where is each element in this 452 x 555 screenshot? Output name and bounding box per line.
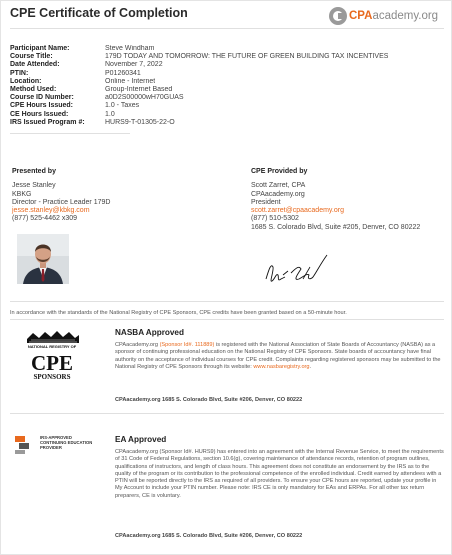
- provider-signature: [263, 249, 333, 289]
- detail-row: CE Hours Issued: 1.0: [10, 110, 115, 118]
- nasba-divider: [10, 413, 444, 414]
- detail-row: Participant Name: Steve Windham: [10, 45, 155, 52]
- course-details: [10, 45, 444, 127]
- irs-provider-icon: [14, 434, 38, 456]
- provider-name: Scott Zarret, CPA: [251, 182, 306, 190]
- provider-phone: (877) 510-5302: [251, 215, 299, 223]
- header-divider: [10, 28, 444, 29]
- provider-email-link[interactable]: scott.zarret@cpaacademy.org: [251, 207, 344, 215]
- nasba-registry-link[interactable]: www.nasbaregistry.org: [253, 363, 310, 370]
- nasba-logo-bottom-text: SPONSORS: [33, 373, 71, 381]
- irs-approved-provider-logo: [14, 434, 93, 456]
- provided-by-heading: CPE Provided by: [251, 168, 308, 175]
- nasba-address: CPAacademy.org 1685 S. Colorado Blvd, Suite #206, Denver, CO 80222: [115, 397, 303, 403]
- presenter-photo: [17, 234, 69, 284]
- irs-logo-line2: CONTINUING EDUCATION: [40, 440, 93, 446]
- detail-row: PTIN: P01260341: [10, 69, 141, 77]
- logo-academy-text: academy.org: [372, 10, 439, 22]
- presented-by-heading: Presented by: [12, 168, 56, 175]
- detail-row: Location: Online - Internet: [10, 77, 156, 85]
- provider-company: CPAacademy.org: [251, 190, 305, 198]
- standards-note: In accordance with the standards of the National Registry of CPE Sponsors, CPE credits have been granted based on a 50-minute hour.: [10, 310, 347, 316]
- presented-by-block: [12, 168, 110, 224]
- ea-paragraph: CPAacademy.org (Sponsor Id#. HURS9) has entered into an agreement with the Internal Revenue Service, to meet the requirements of 31 Code of Federal Regulations, section 10.6(g), covering maintenance of attendance records, retention of program outlines, qualifications of instructors, and length of class hours. This agreement does not constitute an endorsement by the IRS as to the quality of the program or its contribution to the professional competence of the enrolled individual. Credit earned by attendees with a PTIN will be reported directly to the IRS as required of all providers. To ensure your CPE hours are reported, update your profile in My Account to include your PTIN number. Please note: IRS CE is only mandatory for EAs and ERPAs. For all other tax return preparers, CE is voluntary.: [115, 449, 444, 499]
- nasba-sponsor-id: (Sponsor Id#. 111889): [159, 342, 215, 348]
- detail-row: IRS Issued Program #: HURS9-T-01305-22-O: [10, 118, 175, 126]
- standards-divider: [10, 319, 444, 320]
- nasba-title: NASBA Approved: [115, 328, 184, 337]
- presenter-email-link[interactable]: jesse.stanley@kbkg.com: [12, 207, 90, 215]
- nasba-paragraph: CPAacademy.org (Sponsor Id#. 111889) is registered with the National Association of State Boards of Accountancy (NASBA) as a sponsor of continuing professional education on the National Registry of CPE Sponsors. State boards of accountancy have final authority on the acceptance of individual courses for CPE credit. Complaints regarding registered sponsors may be submitted to the National Registry of CPE Sponsors through its website: www.nasbaregistry.org.: [115, 342, 441, 370]
- irs-logo-line3: PROVIDER: [40, 445, 62, 451]
- ea-address: CPAacademy.org 1685 S. Colorado Blvd, Suite #206, Denver, CO 80222: [115, 533, 303, 539]
- provided-by-block: [251, 168, 420, 232]
- irs-logo-line1: IRS-APPROVED: [40, 435, 72, 440]
- signature-divider: [10, 301, 444, 302]
- detail-row: Course Title: 179D TODAY AND TOMORROW: THE FUTURE OF GREEN BUILDING TAX INCENTIVES: [10, 53, 389, 61]
- provider-title: President: [251, 198, 281, 206]
- presenter-company: KBKG: [12, 190, 32, 198]
- nasba-logo-main-text: CPE: [31, 351, 73, 375]
- presenter-title: Director - Practice Leader 179D: [12, 198, 111, 206]
- ea-title: EA Approved: [115, 435, 167, 444]
- cpaacademy-logo-icon: [329, 7, 347, 25]
- presenter-phone: (877) 525-4462 x309: [12, 215, 77, 223]
- details-divider: [10, 133, 130, 134]
- certificate-header: [1, 1, 452, 27]
- provider-address: 1685 S. Colorado Blvd, Suite #205, Denver, CO 80222: [251, 223, 421, 231]
- nasba-registry-logo: [21, 329, 83, 391]
- nasba-logo-top-text: NATIONAL REGISTRY OF: [27, 344, 77, 349]
- presenter-name: Jesse Stanley: [12, 182, 56, 190]
- logo-cpa-text: CPA: [349, 10, 373, 22]
- page-title: CPE Certificate of Completion: [10, 6, 188, 20]
- cpaacademy-logo: [329, 6, 438, 26]
- detail-row: Course ID Number: a0D2S00000wH70GUAS: [10, 94, 184, 102]
- detail-row: Method Used: Group-Internet Based: [10, 86, 173, 94]
- detail-row: Date Attended: November 7, 2022: [10, 61, 163, 69]
- detail-row: CPE Hours Issued: 1.0 - Taxes: [10, 102, 140, 110]
